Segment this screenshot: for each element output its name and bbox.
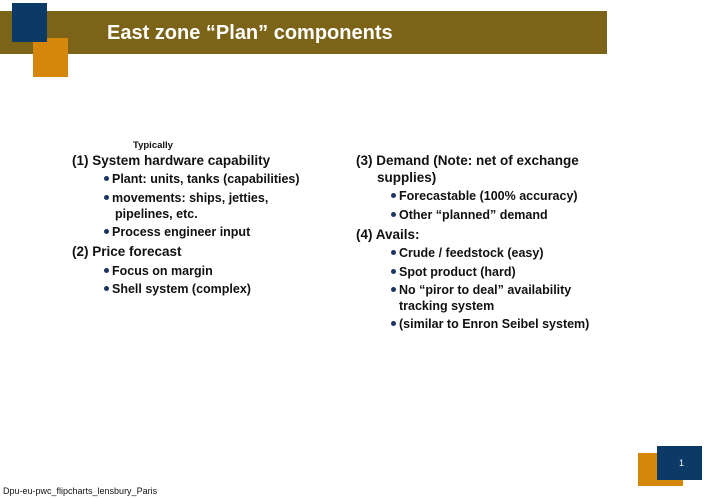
bullet-text: Focus on margin — [112, 264, 213, 278]
bullet-icon — [391, 250, 396, 255]
bullet-icon — [391, 287, 396, 292]
bullet-text-continued: pipelines, etc. — [115, 207, 198, 221]
bullet-text: Shell system (complex) — [112, 282, 251, 296]
bullet-item — [391, 189, 578, 203]
bullet-icon — [391, 321, 396, 326]
bullet-icon — [391, 212, 396, 217]
orange-square-decoration — [33, 38, 68, 77]
bullet-item — [104, 264, 213, 278]
slide-title: East zone “Plan” components — [107, 22, 393, 44]
bullet-icon — [104, 229, 109, 234]
bullet-text: Spot product (hard) — [399, 265, 516, 279]
heading-4: (4) Avails: — [356, 227, 420, 242]
heading-3-continued: supplies) — [377, 170, 437, 185]
heading-1: (1) System hardware capability — [72, 153, 271, 168]
bullet-icon — [104, 268, 109, 273]
typically-label: Typically — [133, 140, 173, 151]
bullet-item — [104, 225, 250, 239]
bullet-icon — [104, 286, 109, 291]
bullet-item — [104, 282, 251, 296]
bullet-text: Crude / feedstock (easy) — [399, 246, 544, 260]
bullet-text: Plant: units, tanks (capabilities) — [112, 172, 300, 186]
heading-2: (2) Price forecast — [72, 244, 182, 259]
bullet-icon — [104, 195, 109, 200]
bullet-text: No “piror to deal” availability — [399, 283, 572, 297]
footer-text: Dpu-eu-pwc_flipcharts_lensbury_Paris — [3, 486, 158, 496]
navy-square-decoration — [12, 3, 47, 42]
bullet-icon — [104, 176, 109, 181]
bullet-item — [391, 265, 516, 279]
bullet-item — [104, 191, 268, 205]
bullet-icon — [391, 193, 396, 198]
bullet-item — [391, 317, 589, 331]
bullet-text: movements: ships, jetties, — [112, 191, 269, 205]
heading-3: (3) Demand (Note: net of exchange — [356, 153, 579, 168]
page-number-box — [657, 446, 702, 480]
bullet-icon — [391, 269, 396, 274]
bullet-text: Other “planned” demand — [399, 208, 548, 222]
bullet-text: Forecastable (100% accuracy) — [399, 189, 578, 203]
bullet-item — [391, 283, 571, 297]
bullet-text-continued: tracking system — [399, 299, 495, 313]
bullet-text: Process engineer input — [112, 225, 251, 239]
bullet-item — [391, 246, 544, 260]
bullet-text: (similar to Enron Seibel system) — [399, 317, 590, 331]
bullet-item — [104, 172, 300, 186]
bullet-item — [391, 208, 548, 222]
page-number: 1 — [679, 458, 685, 468]
